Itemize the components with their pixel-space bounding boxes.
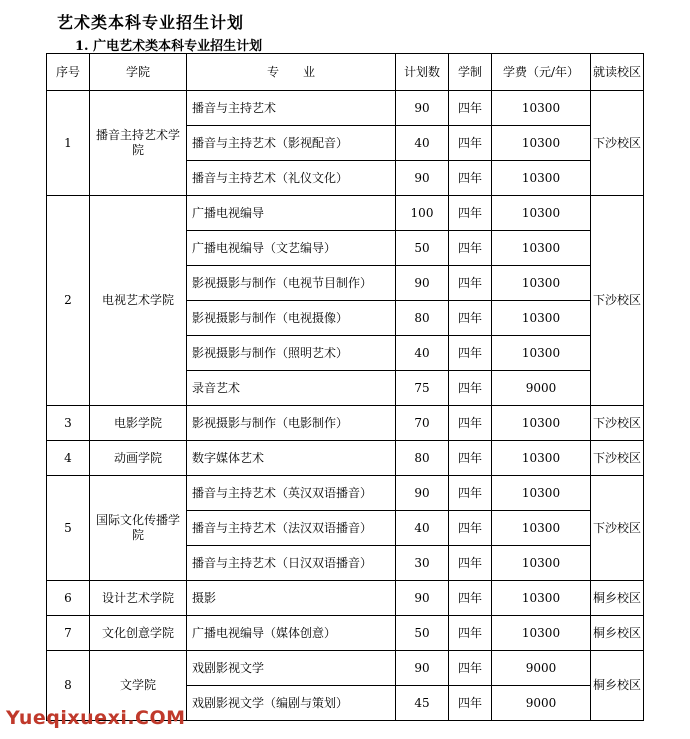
cell-duration: 四年 <box>449 511 492 546</box>
cell-fee: 9000 <box>492 371 591 406</box>
cell-fee: 9000 <box>492 686 591 721</box>
cell-campus: 下沙校区 <box>591 476 644 581</box>
cell-plan: 80 <box>396 441 449 476</box>
cell-duration: 四年 <box>449 616 492 651</box>
cell-plan: 30 <box>396 546 449 581</box>
cell-duration: 四年 <box>449 336 492 371</box>
cell-fee: 10300 <box>492 511 591 546</box>
table-row <box>47 616 644 651</box>
cell-fee: 9000 <box>492 651 591 686</box>
cell-campus: 桐乡校区 <box>591 616 644 651</box>
cell-duration: 四年 <box>449 161 492 196</box>
cell-plan: 90 <box>396 581 449 616</box>
cell-plan: 75 <box>396 371 449 406</box>
cell-major: 播音与主持艺术 <box>187 91 396 126</box>
cell-fee: 10300 <box>492 126 591 161</box>
cell-duration: 四年 <box>449 686 492 721</box>
site-watermark: Yueqixuexi.COM <box>6 707 186 729</box>
cell-major: 播音与主持艺术（礼仪文化） <box>187 161 396 196</box>
table-row <box>47 196 644 231</box>
cell-fee: 10300 <box>492 231 591 266</box>
cell-college: 文化创意学院 <box>90 616 187 651</box>
cell-duration: 四年 <box>449 371 492 406</box>
cell-no: 3 <box>47 406 90 441</box>
cell-duration: 四年 <box>449 441 492 476</box>
cell-major: 影视摄影与制作（电视节目制作） <box>187 266 396 301</box>
cell-major: 影视摄影与制作（电视摄像） <box>187 301 396 336</box>
cell-campus: 下沙校区 <box>591 196 644 406</box>
header-major: 专 业 <box>187 54 396 91</box>
cell-major: 播音与主持艺术（影视配音） <box>187 126 396 161</box>
enrollment-plan-table <box>46 53 644 721</box>
cell-plan: 90 <box>396 266 449 301</box>
cell-fee: 10300 <box>492 476 591 511</box>
cell-fee: 10300 <box>492 196 591 231</box>
cell-major: 影视摄影与制作（照明艺术） <box>187 336 396 371</box>
cell-plan: 90 <box>396 161 449 196</box>
cell-plan: 80 <box>396 301 449 336</box>
table-body <box>47 91 644 721</box>
cell-college: 文学院 <box>90 651 187 721</box>
cell-plan: 100 <box>396 196 449 231</box>
cell-duration: 四年 <box>449 301 492 336</box>
header-plan: 计划数 <box>396 54 449 91</box>
cell-major: 播音与主持艺术（日汉双语播音） <box>187 546 396 581</box>
cell-major: 戏剧影视文学（编剧与策划） <box>187 686 396 721</box>
table-row <box>47 476 644 511</box>
cell-major: 摄影 <box>187 581 396 616</box>
cell-campus: 下沙校区 <box>591 91 644 196</box>
cell-major: 数字媒体艺术 <box>187 441 396 476</box>
cell-duration: 四年 <box>449 231 492 266</box>
cell-duration: 四年 <box>449 651 492 686</box>
cell-fee: 10300 <box>492 406 591 441</box>
cell-major: 戏剧影视文学 <box>187 651 396 686</box>
cell-major: 广播电视编导（文艺编导） <box>187 231 396 266</box>
cell-no: 5 <box>47 476 90 581</box>
cell-college: 电影学院 <box>90 406 187 441</box>
cell-major: 播音与主持艺术（英汉双语播音） <box>187 476 396 511</box>
cell-duration: 四年 <box>449 266 492 301</box>
cell-fee: 10300 <box>492 161 591 196</box>
cell-plan: 45 <box>396 686 449 721</box>
document-title: 艺术类本科专业招生计划 <box>57 13 245 32</box>
cell-plan: 50 <box>396 231 449 266</box>
cell-duration: 四年 <box>449 91 492 126</box>
cell-plan: 40 <box>396 511 449 546</box>
cell-no: 6 <box>47 581 90 616</box>
cell-campus: 桐乡校区 <box>591 581 644 616</box>
cell-major: 影视摄影与制作（电影制作） <box>187 406 396 441</box>
cell-no: 4 <box>47 441 90 476</box>
cell-fee: 10300 <box>492 616 591 651</box>
table-row <box>47 581 644 616</box>
cell-plan: 50 <box>396 616 449 651</box>
cell-major: 播音与主持艺术（法汉双语播音） <box>187 511 396 546</box>
cell-duration: 四年 <box>449 196 492 231</box>
cell-major: 录音艺术 <box>187 371 396 406</box>
cell-plan: 70 <box>396 406 449 441</box>
cell-duration: 四年 <box>449 126 492 161</box>
cell-college: 播音主持艺术学院 <box>90 91 187 196</box>
header-campus: 就读校区 <box>591 54 644 91</box>
cell-duration: 四年 <box>449 546 492 581</box>
cell-college: 动画学院 <box>90 441 187 476</box>
cell-fee: 10300 <box>492 441 591 476</box>
cell-no: 1 <box>47 91 90 196</box>
cell-no: 2 <box>47 196 90 406</box>
cell-fee: 10300 <box>492 266 591 301</box>
cell-duration: 四年 <box>449 476 492 511</box>
cell-major: 广播电视编导（媒体创意） <box>187 616 396 651</box>
cell-major: 广播电视编导 <box>187 196 396 231</box>
cell-plan: 90 <box>396 651 449 686</box>
cell-plan: 90 <box>396 476 449 511</box>
cell-fee: 10300 <box>492 546 591 581</box>
header-college: 学院 <box>90 54 187 91</box>
header-duration: 学制 <box>449 54 492 91</box>
cell-campus: 下沙校区 <box>591 441 644 476</box>
cell-fee: 10300 <box>492 301 591 336</box>
cell-college: 设计艺术学院 <box>90 581 187 616</box>
cell-no: 7 <box>47 616 90 651</box>
cell-duration: 四年 <box>449 406 492 441</box>
cell-fee: 10300 <box>492 91 591 126</box>
cell-plan: 90 <box>396 91 449 126</box>
cell-campus: 下沙校区 <box>591 406 644 441</box>
cell-fee: 10300 <box>492 581 591 616</box>
cell-duration: 四年 <box>449 581 492 616</box>
section-subtitle: 1. 广电艺术类本科专业招生计划 <box>75 39 263 54</box>
cell-plan: 40 <box>396 126 449 161</box>
cell-fee: 10300 <box>492 336 591 371</box>
table-header-row <box>47 54 644 91</box>
header-no: 序号 <box>47 54 90 91</box>
table-row <box>47 441 644 476</box>
cell-college: 电视艺术学院 <box>90 196 187 406</box>
cell-no: 8 <box>47 651 90 721</box>
table-row <box>47 651 644 686</box>
table-row <box>47 91 644 126</box>
header-fee: 学费（元/年） <box>492 54 591 91</box>
cell-college: 国际文化传播学院 <box>90 476 187 581</box>
table-row <box>47 406 644 441</box>
cell-campus: 桐乡校区 <box>591 651 644 721</box>
cell-plan: 40 <box>396 336 449 371</box>
